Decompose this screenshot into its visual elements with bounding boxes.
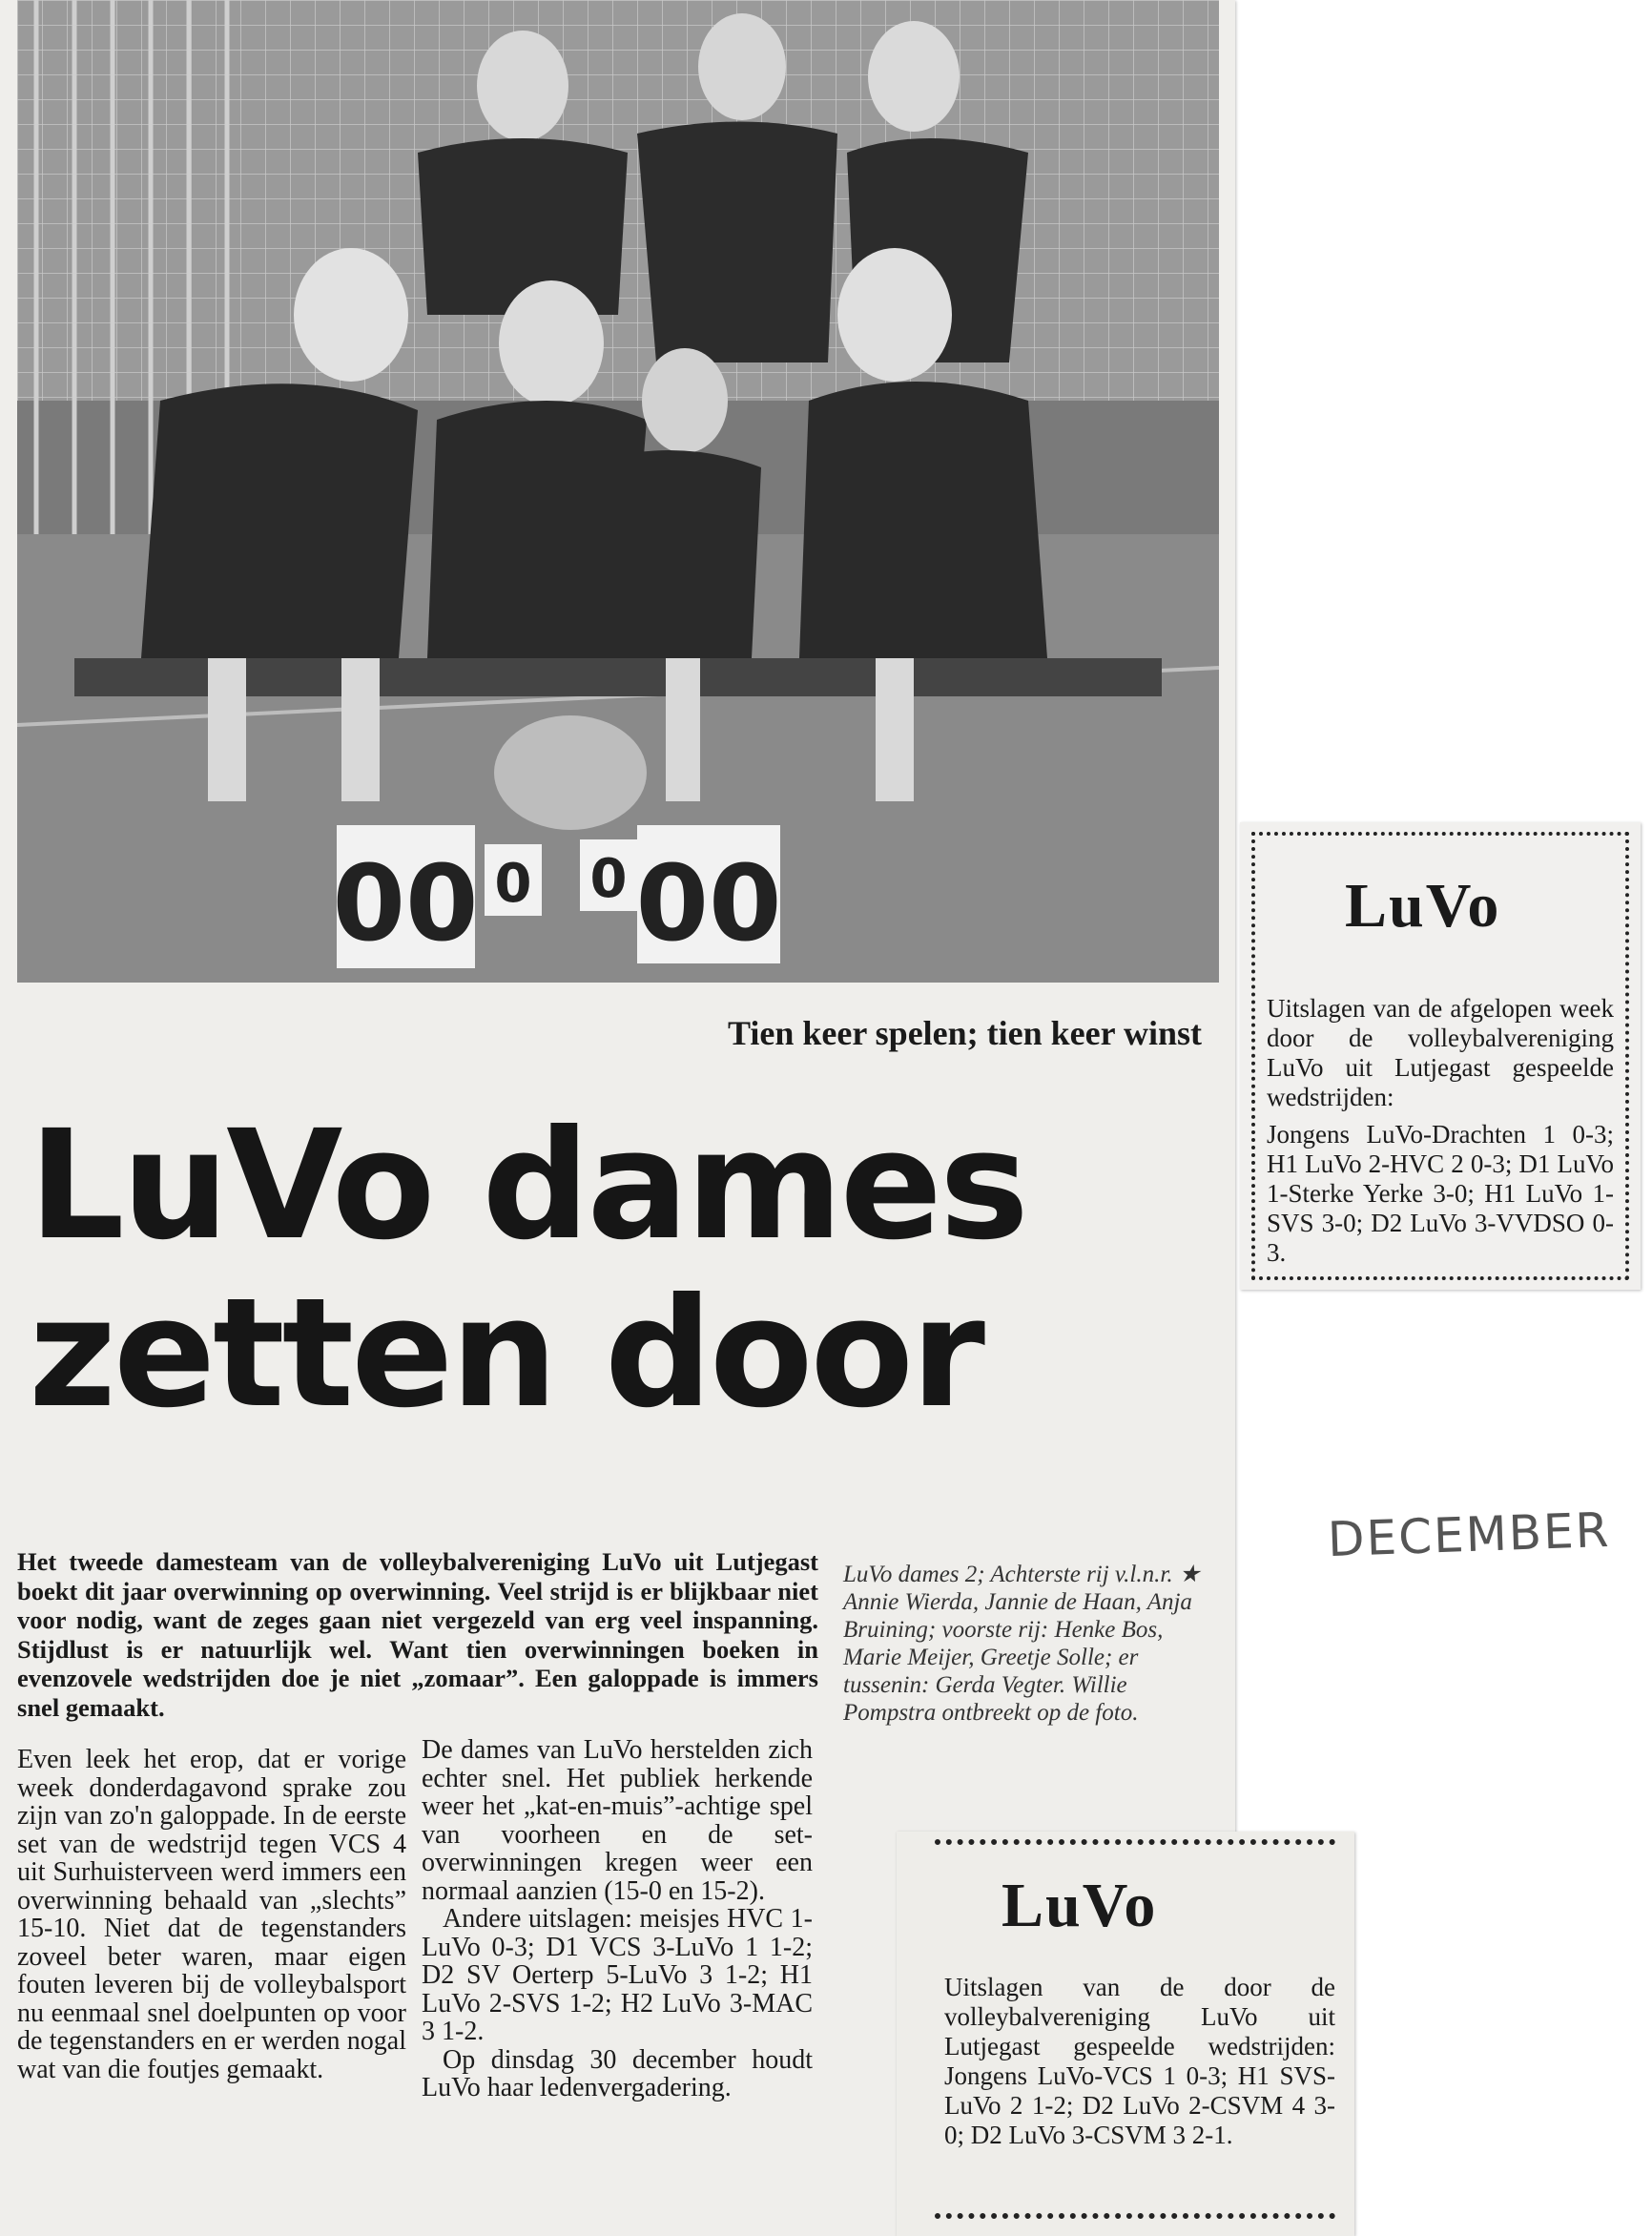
article-column-1 — [17, 1746, 406, 2083]
results-clipping-2 — [897, 1832, 1354, 2236]
score-mid-left: 0 — [494, 853, 532, 915]
box-1-title: LuVo — [1345, 871, 1501, 941]
dotted-border-top — [935, 1839, 1335, 1853]
handwritten-month-note: DECEMBER — [1327, 1501, 1612, 1568]
headline-line-1: LuVo dames — [29, 1098, 1026, 1273]
article-subhead: Tien keer spelen; tien keer winst — [728, 1014, 1202, 1052]
score-right: 00 — [635, 842, 782, 964]
box-2-title: LuVo — [1002, 1871, 1158, 1940]
column-2-paragraph-2: Andere uitslagen: meisjes HVC 1-LuVo 0-3; D1 VCS 3-LuVo 1 1-2; D2 SV Oerterp 5-LuVo 3 1-2; H1 LuVo 2-SVS 1-2; H2 LuVo 3-MAC 3 1-2. — [422, 1904, 813, 2046]
box-1-results: Jongens LuVo-Drachten 1 0-3; H1 LuVo 2-HVC 2 0-3; D1 LuVo 1-Sterke Yerke 3-0; H1 LuVo 1-SVS 3-0; D2 LuVo 3-VVDSO 0-3. — [1267, 1120, 1614, 1267]
box-2-text: Uitslagen van de door de volleybalvereniging LuVo uit Lutjegast gespeelde wedstrijden: Jongens LuVo-VCS 1 0-3; H1 SVS-LuVo 2 1-2; D2 LuVo 2-CSVM 4 3-0; D2 LuVo 3-CSVM 3 2-1. — [944, 1973, 1335, 2149]
column-2-paragraph-3: Op dinsdag 30 december houdt LuVo haar ledenvergadering. — [422, 2044, 813, 2102]
article-headline — [29, 1098, 1173, 1441]
article-lead: Het tweede damesteam van de volleybalvereniging LuVo uit Lutjegast boekt dit jaar overwinning op overwinning. Veel strijd is er blijkbaar niet voor nodig, want de zeges gaan niet vergezeld van erg veel inspanning. Stijdlust is er natuurlijk wel. Want tien overwinningen boeken in evenzovele wedstrijden doe je niet „zomaar”. Een galoppade is immers snel gemaakt. — [17, 1547, 818, 1722]
column-1-paragraph: Even leek het erop, dat er vorige week donderdagavond sprake zou zijn van zo'n galoppade. In de eerste set van de wedstrijd tegen VCS 4 uit Surhuisterveen werd immers een overwinning behaald van „slechts” 15-10. Niet dat de tegenstanders zoveel beter waren, maar eigen fouten leveren bij de volleybalsport nu eenmaal snel doelpunten op voor de tegenstanders en er werden nogal wat van die foutjes gemaakt. — [17, 1745, 406, 2084]
box-1-intro: Uitslagen van de afgelopen week door de volleybalvereniging LuVo uit Lutjegast gespeelde wedstrijden: — [1267, 994, 1614, 1111]
photo-caption: LuVo dames 2; Achterste rij v.l.n.r. ★ Annie Wierda, Jannie de Haan, Anja Bruining; voorste rij: Henke Bos, Marie Meijer, Greetje Solle; er tussenin: Gerda Vegter. Willie Pompstra ontbreekt op de foto. — [843, 1562, 1201, 1726]
article-column-2 — [422, 1736, 813, 2102]
team-photo-illustration — [17, 0, 1219, 983]
score-mid-right: 0 — [589, 848, 628, 910]
team-photo — [17, 0, 1219, 983]
score-left: 00 — [332, 842, 479, 964]
column-2-paragraph-1: De dames van LuVo herstelden zich echter snel. Het publiek herkende weer het „kat-en-muis”-achtige spel van voorheen en de set-overwinningen kregen weer een normaal aanzien (15-0 en 15-2). — [422, 1735, 813, 1906]
dotted-border-bottom — [935, 2213, 1335, 2226]
headline-line-2: zetten door — [29, 1266, 982, 1441]
results-clipping-1 — [1240, 822, 1641, 1290]
